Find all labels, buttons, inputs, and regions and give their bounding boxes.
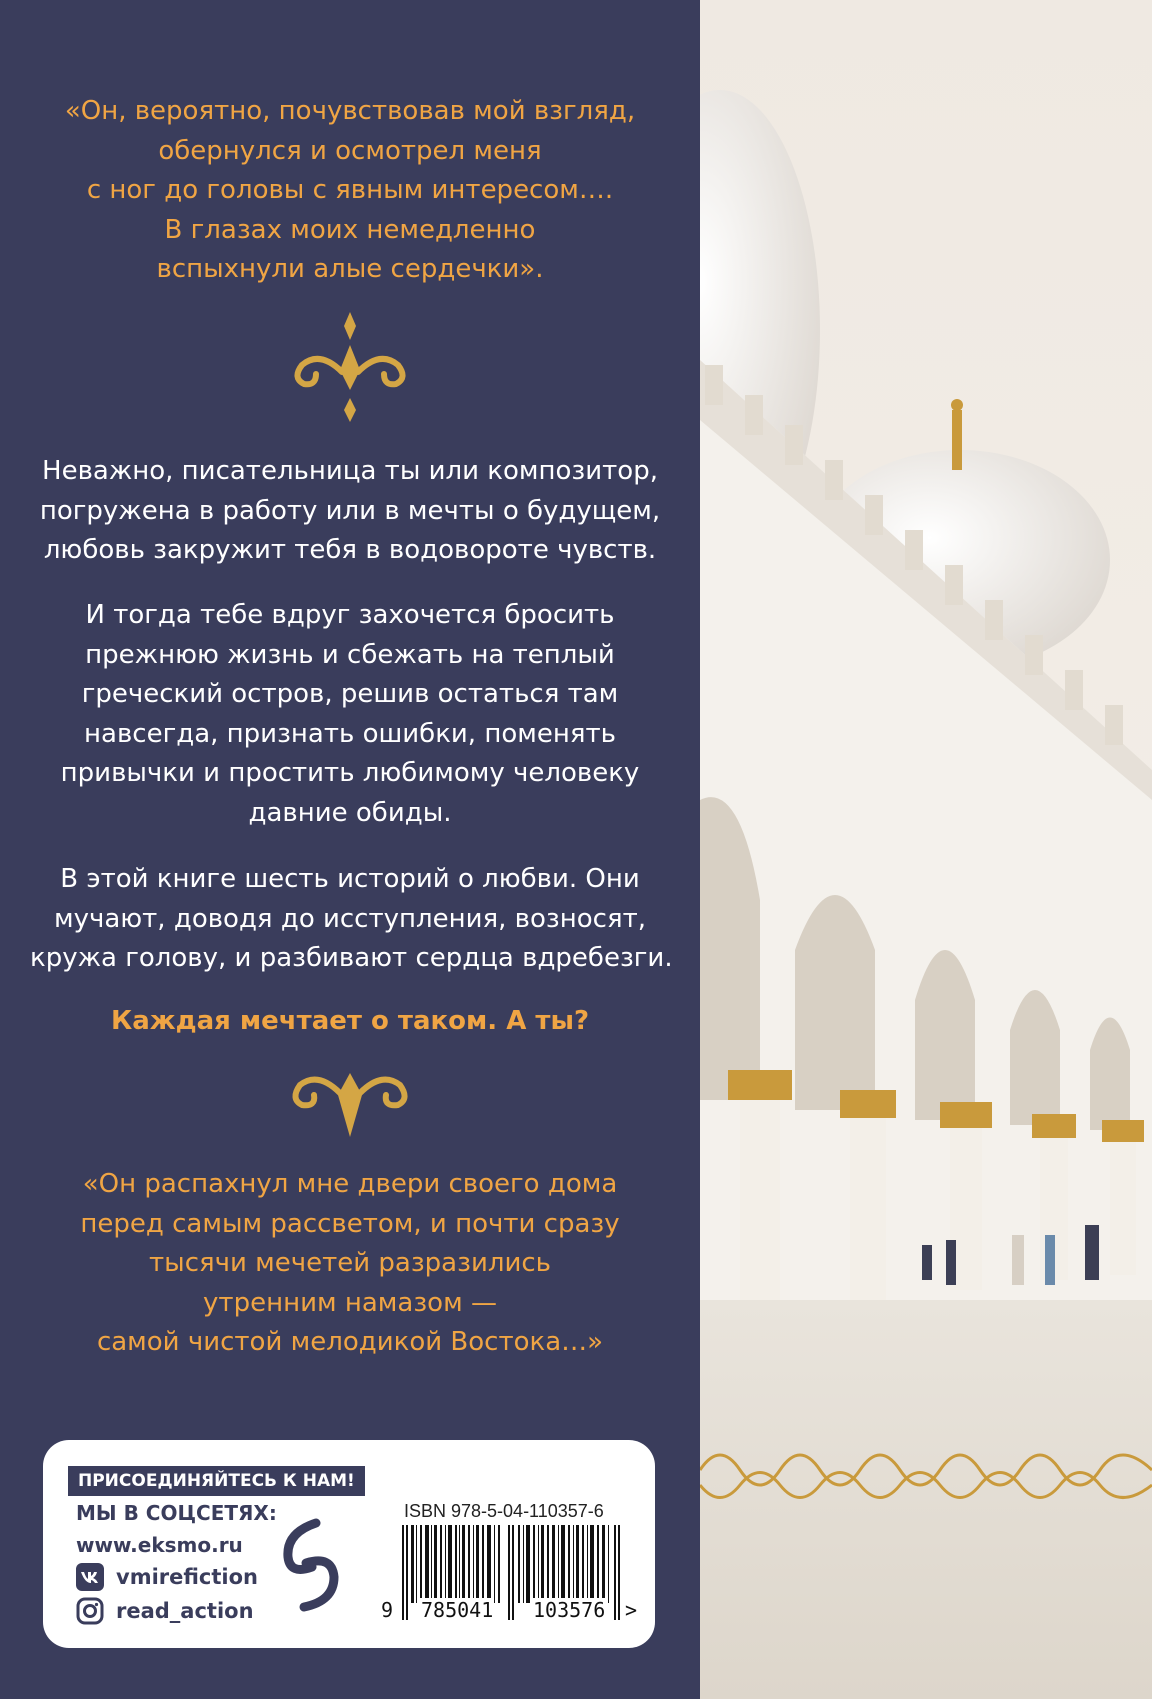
- barcode-digits-left: 785041: [421, 1598, 494, 1622]
- body-line: давние обиды.: [248, 797, 452, 828]
- vk-icon: [76, 1563, 104, 1591]
- bottom-quote-line: утренним намазом —: [203, 1287, 497, 1318]
- body-line: погружена в работу или в мечты о будущем,: [39, 495, 661, 526]
- body-line: Неважно, писательница ты или композитор,: [42, 456, 658, 486]
- body-line: любовь закружит тебя в водовороте чувств.: [43, 535, 657, 565]
- body-line: греческий остров, решив остаться там: [81, 679, 619, 709]
- join-banner: ПРИСОЕДИНЯЙТЕСЬ К НАМ!: [68, 1466, 365, 1496]
- body-paragraph: [30, 452, 670, 571]
- body-line: И тогда тебе вдруг захочется бросить: [85, 600, 615, 630]
- isbn-label: ISBN 978-5-04-110357-6: [404, 1501, 604, 1521]
- top-quote-line: вспыхнули алые сердечки».: [156, 254, 544, 284]
- barcode-digit-first: 9: [381, 1598, 394, 1622]
- barcode-digits: [380, 1598, 640, 1624]
- eksmo-logo-icon: [276, 1515, 346, 1615]
- social-heading: МЫ В СОЦСЕТЯХ:: [76, 1501, 277, 1525]
- bottom-quote-line: «Он распахнул мне двери своего дома: [82, 1169, 618, 1199]
- ornament-icon: [290, 310, 410, 425]
- body-line: мучают, доводя до исступления, возносят,: [53, 903, 646, 934]
- instagram-icon: [76, 1597, 104, 1625]
- body-line: прежнюю жизнь и сбежать на теплый: [85, 639, 615, 670]
- body-line: В этой книге шесть историй о любви. Они: [60, 864, 640, 894]
- body-paragraph: [30, 596, 670, 833]
- tagline: Каждая мечтает о таком. А ты?: [110, 1006, 590, 1036]
- top-quote-line: «Он, вероятно, почувствовав мой взгляд,: [64, 96, 636, 126]
- barcode-digits-right: 103576: [533, 1598, 606, 1622]
- bottom-quote-line: перед самым рассветом, и почти сразу: [80, 1208, 620, 1239]
- top-quote: [30, 92, 670, 290]
- body-line: навсегда, признать ошибки, поменять: [84, 718, 616, 749]
- mosque-photo: [700, 0, 1152, 1699]
- top-quote-line: обернулся и осмотрел меня: [158, 135, 542, 166]
- barcode-quiet-mark: >: [625, 1598, 638, 1622]
- vk-handle: vmirefiction: [116, 1565, 258, 1589]
- instagram-handle: read_action: [116, 1599, 254, 1623]
- top-quote-line: с ног до головы с явным интересом….: [86, 175, 614, 205]
- body-line: привычки и простить любимому человеку: [60, 758, 640, 788]
- body-line: кружа голову, и разбивают сердца вдребезги.: [30, 943, 673, 973]
- vk-link[interactable]: [76, 1562, 258, 1592]
- bottom-quote-line: самой чистой мелодикой Востока…»: [96, 1327, 604, 1357]
- website-link[interactable]: www.eksmo.ru: [76, 1533, 243, 1557]
- bottom-quote: [30, 1165, 670, 1363]
- instagram-link[interactable]: [76, 1596, 254, 1626]
- top-quote-line: В глазах моих немедленно: [164, 214, 536, 245]
- body-paragraph: [30, 860, 673, 979]
- bottom-quote-line: тысячи мечетей разразились: [149, 1248, 551, 1278]
- ornament-icon: [288, 1065, 412, 1140]
